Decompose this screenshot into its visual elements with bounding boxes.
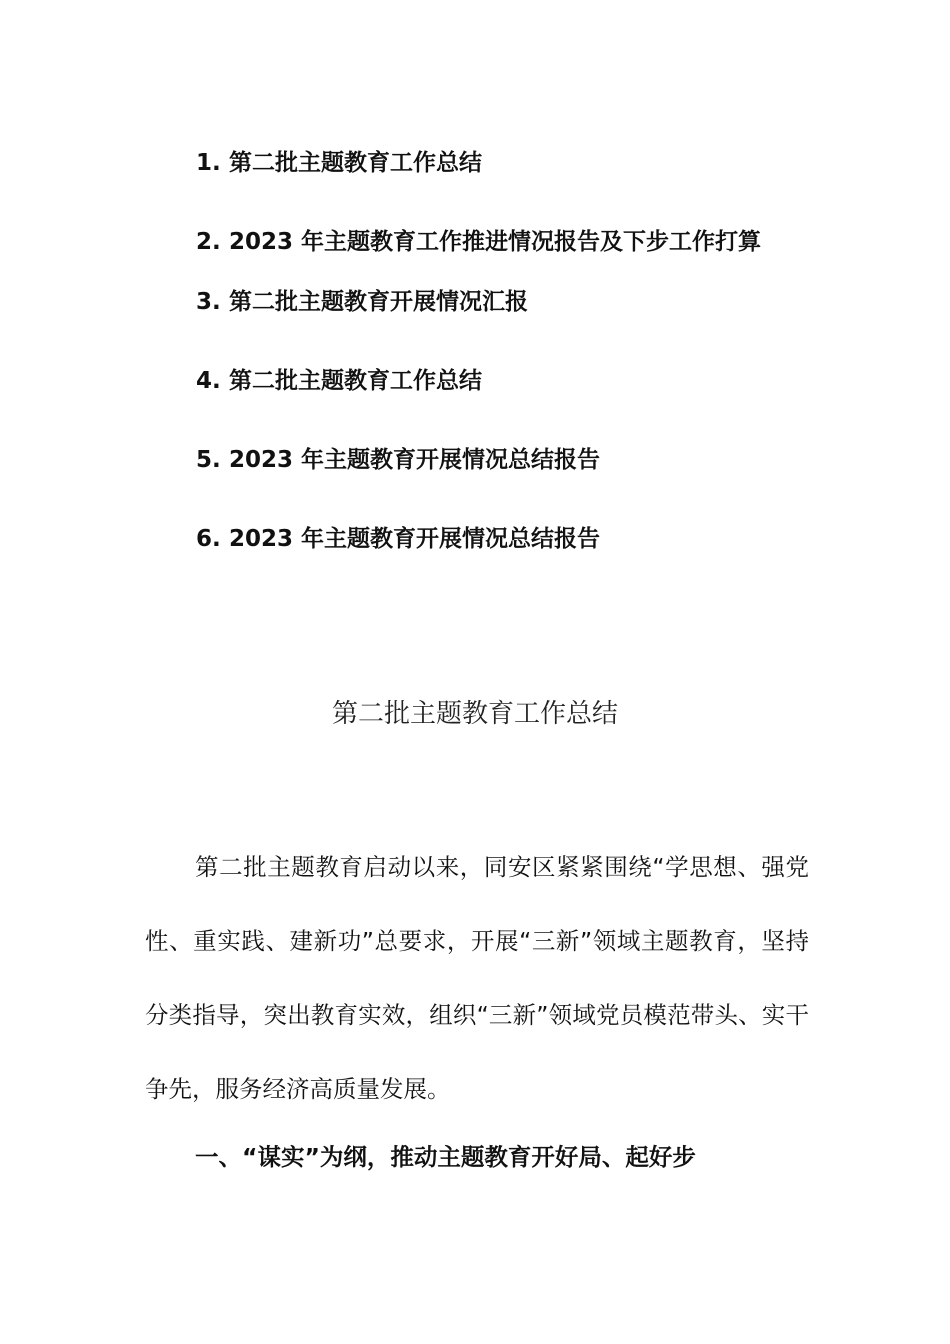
toc-item (196, 423, 816, 497)
toc-item-text: 第二批主题教育工作总结 (229, 150, 482, 176)
toc-item (196, 140, 816, 186)
toc-item-number: 5. (196, 447, 221, 473)
toc-item-number: 2. (196, 229, 221, 255)
toc-item-number: 6. (196, 526, 221, 552)
section-heading: 一、“谋实”为纲，推动主题教育开好局、起好步 (195, 1143, 696, 1171)
toc-item-number: 1. (196, 150, 221, 176)
toc-item-number: 3. (196, 289, 221, 315)
document-title: 第二批主题教育工作总结 (331, 699, 618, 729)
toc-item (196, 502, 816, 576)
toc-item-text: 2023 年主题教育开展情况总结报告 (229, 447, 601, 473)
toc-item (196, 344, 816, 418)
toc-item-number: 4. (196, 368, 221, 394)
toc-item-text: 2023 年主题教育开展情况总结报告 (229, 526, 601, 552)
intro-paragraph: 第二批主题教育启动以来，同安区紧紧围绕“学思想、强党性、重实践、建新功”总要求，开展“三新”领域主题教育，坚持分类指导，突出教育实效，组织“三新”领域党员模范带头、实干争先，服务经济高质量发展。 (145, 853, 809, 1103)
toc-item-text: 第二批主题教育工作总结 (229, 368, 482, 394)
toc-item-text: 2023 年主题教育工作推进情况报告及下步工作打算 (229, 229, 762, 255)
toc-item-text: 第二批主题教育开展情况汇报 (229, 289, 528, 315)
table-of-contents (196, 140, 816, 576)
toc-item (196, 265, 816, 339)
